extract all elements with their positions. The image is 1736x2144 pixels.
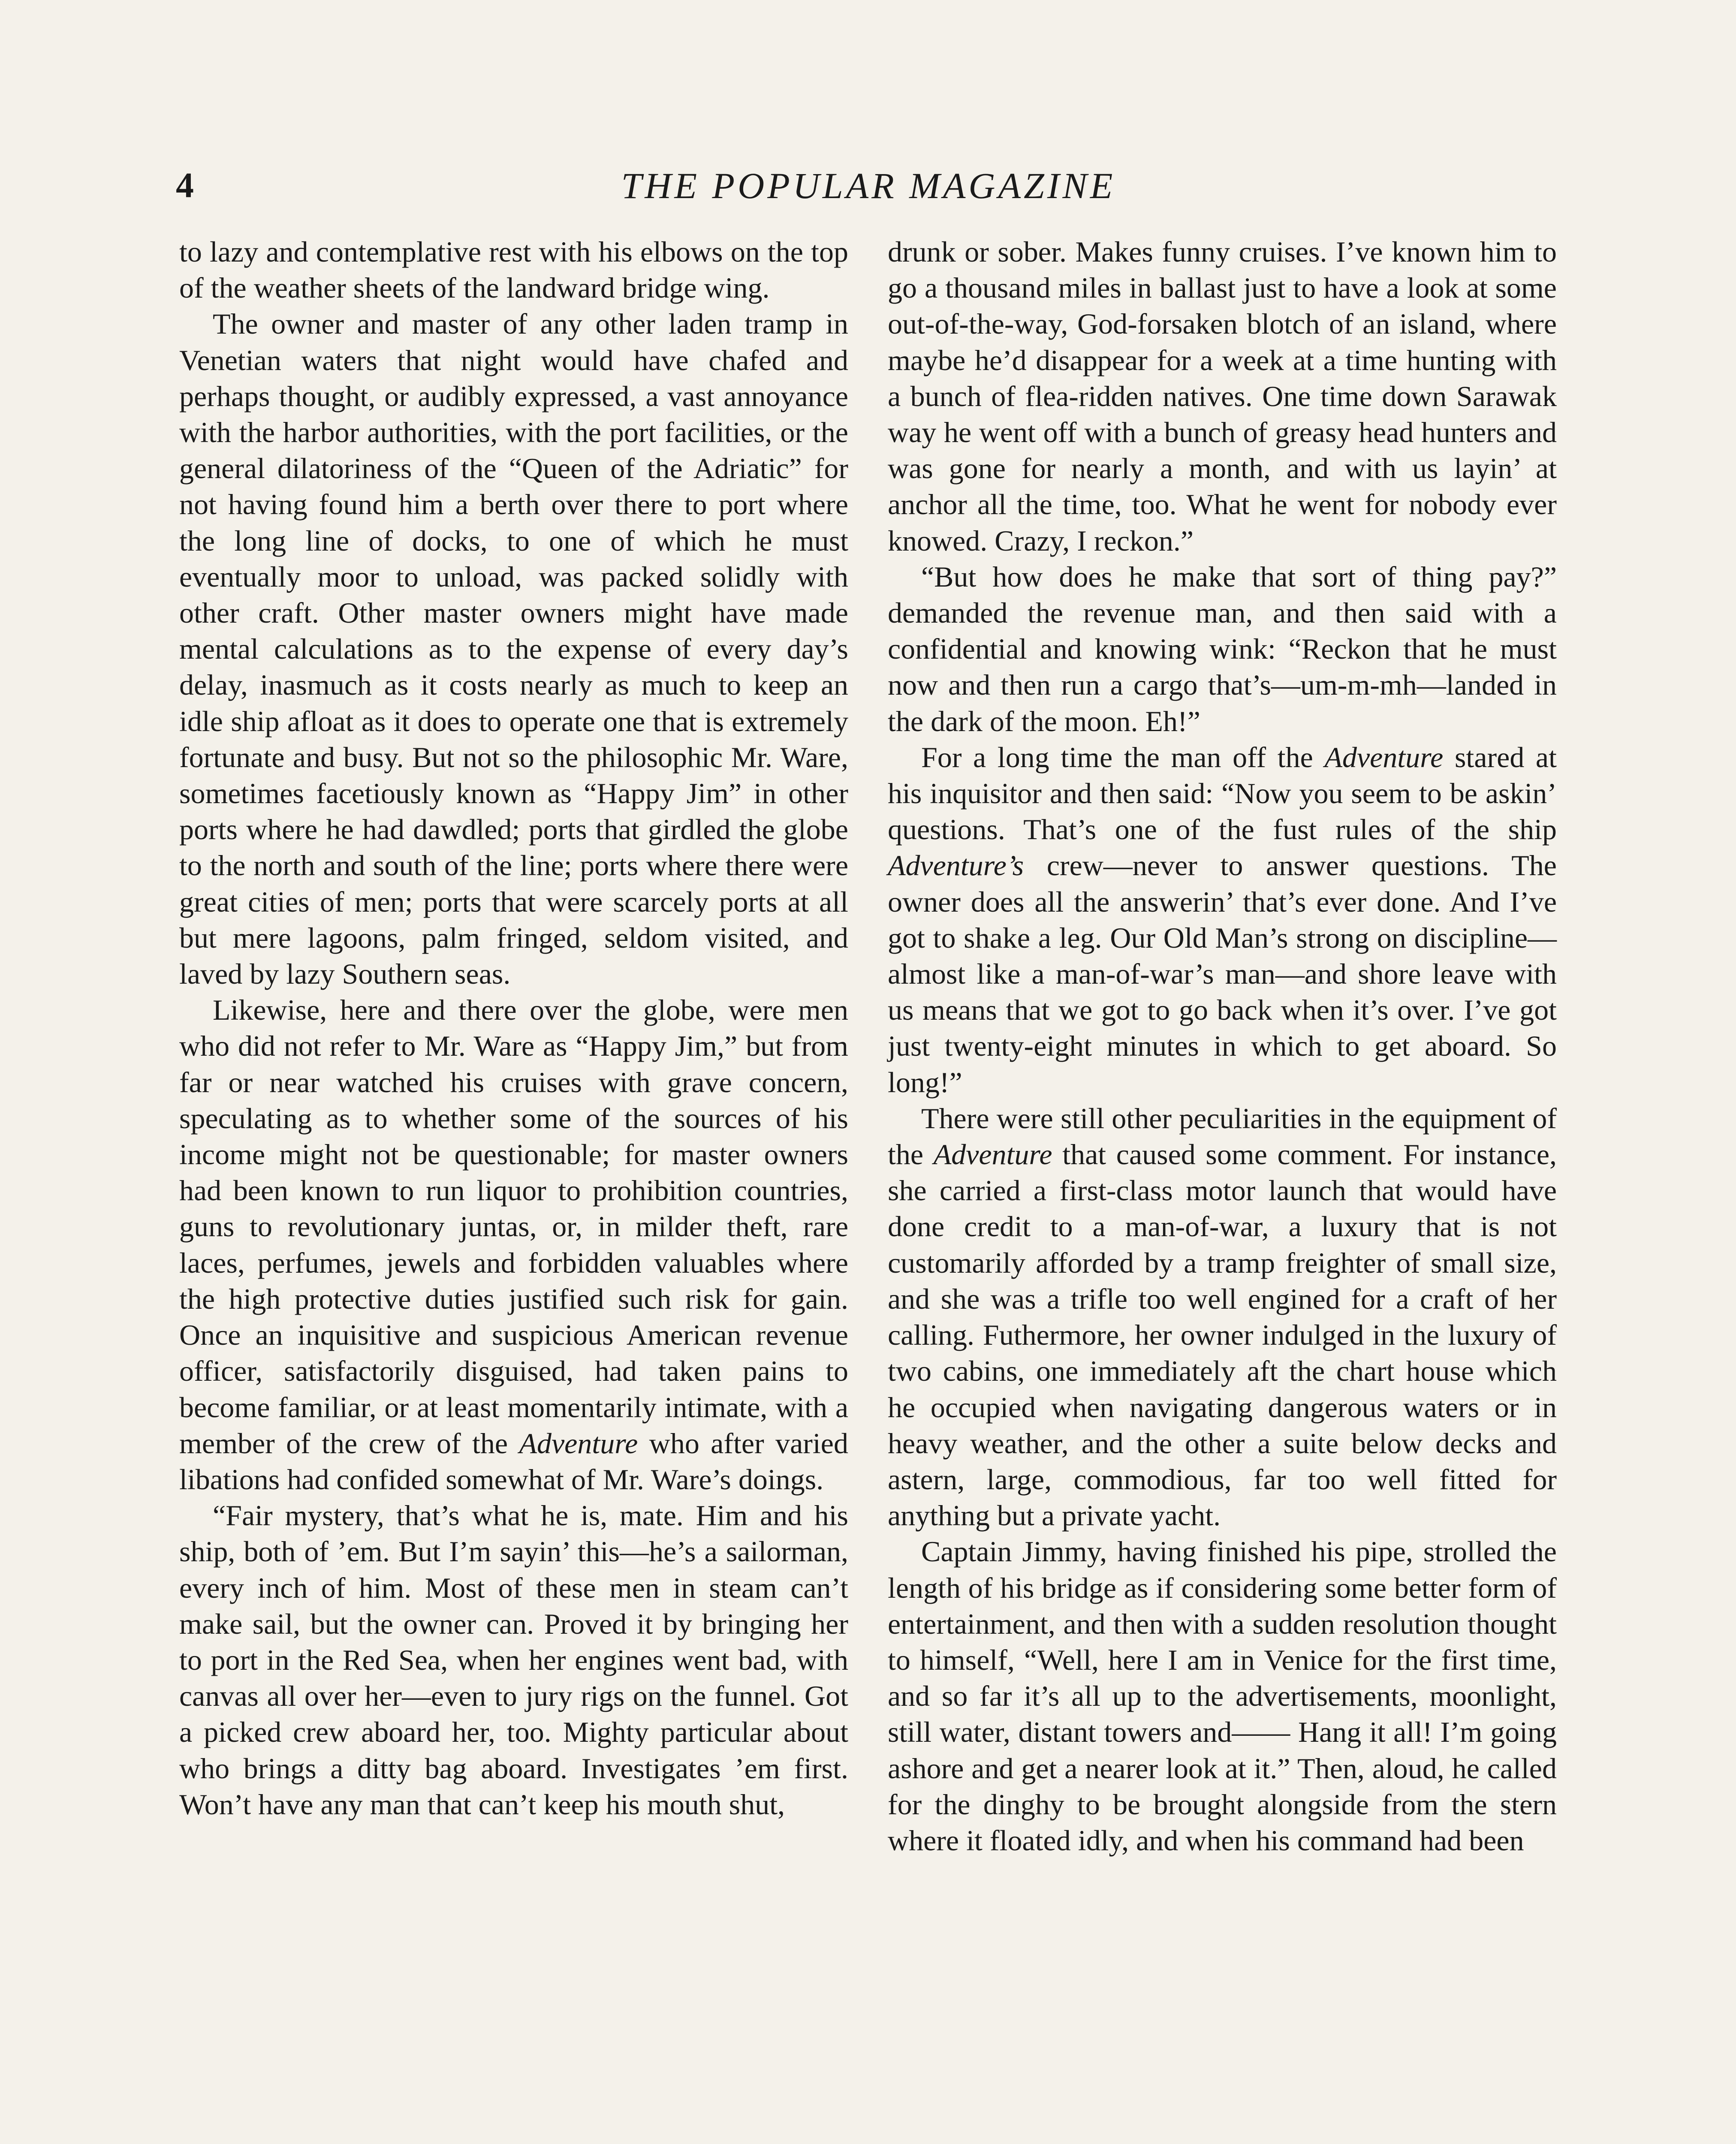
paragraph: Captain Jimmy, having finished his pipe, strolled the length of his bridge as if considering some better form of entertainment, and then with a sudden resolution thought to himself, “Well, here I am in Venice for the first time, and so far it’s all up to the advertisements, moonlight, still water, distant towers and—— Hang it all! I’m going ashore and get a nearer look at it.” Then, aloud, he called for the dinghy to be brought alongside from the stern where it floated idly, and when his command had been [888, 1535, 1557, 1857]
ship-name: Adventure’s [888, 849, 1024, 882]
page-number: 4 [176, 166, 194, 205]
paragraph [888, 739, 1557, 1100]
paragraph: The owner and master of any other laden tramp in Venetian waters that night would have chafed and perhaps thought, or audibly expressed, a vast annoyance with the harbor authorities, with the port facilities, or the general dilatoriness of the “Queen of the Adriatic” for not having found him a berth over there to port where the long line of docks, to one of which he must eventually moor to unload, was packed solidly with other craft. Other master owners might have made mental calculations as to the expense of every day’s delay, inasmuch as it costs nearly as much to keep an idle ship afloat as it does to operate one that is extremely fortunate and busy. But not so the philosophic Mr. Ware, sometimes facetiously known as “Happy Jim” in other ports where he had dawdled; ports that girdled the globe to the north and south of the line; ports where there were great cities of men; ports that were scarcely ports at all but mere lagoons, palm fringed, seldom visited, and laved by lazy Southern seas. [179, 307, 848, 991]
paragraph: to lazy and contemplative rest with his elbows on the top of the weather sheets of the landward bridge wing. [179, 235, 848, 304]
left-column [179, 234, 848, 1822]
text-run: Likewise, here and there over the globe, were men who did not refer to Mr. Ware as “Happy Jim,” but from far or near watched his cruises with grave concern, speculating as to whether some of the sources of his income might not be questionable; for master owners had been known to run liquor to prohibition countries, guns to revolutionary juntas, or, in milder theft, rare laces, perfumes, jewels and forbidden valuables where the high protective duties justified such risk for gain. Once an inquisitive and suspicious American revenue officer, satisfactorily disguised, had taken pains to become familiar, or at least momentarily intimate, with a member of the crew of the [179, 994, 848, 1460]
paragraph [888, 1100, 1557, 1533]
page-header [176, 162, 1561, 209]
text-run: that caused some comment. For instance, she carried a first-class motor launch that would have done credit to a man-of-war, a luxury that is not customarily afforded by a tramp freighter of small size, and she was a trifle too well engined for a craft of her calling. Futhermore, her owner indulged in the luxury of two cabins, one immediately aft the chart house which he occupied when navigating dangerous waters or in heavy weather, and the other a suite below decks and astern, large, commodious, far too well fitted for anything but a private yacht. [888, 1138, 1557, 1532]
ship-name: Adventure [1324, 741, 1444, 774]
right-column [888, 234, 1557, 1858]
text-run: For a long time the man off the [921, 741, 1325, 774]
text-run: There were still other peculiarities in the equipment of the [888, 1102, 1557, 1171]
paragraph: “Fair mystery, that’s what he is, mate. Him and his ship, both of ’em. But I’m sayin’ this—he’s a sailorman, every inch of him. Most of these men in steam can’t make sail, but the owner can. Proved it by bringing her to port in the Red Sea, when her engines went bad, with canvas all over her—even to jury rigs on the funnel. Got a picked crew aboard her, too. Mighty particular about who brings a ditty bag aboard. Investigates ’em first. Won’t have any man that can’t keep his mouth shut, [179, 1499, 848, 1821]
text-run: stared at his inquisitor and then said: “Now you seem to be askin’ questions. That’s one of the fust rules of the ship [888, 741, 1557, 846]
text-run: who after varied libations had confided somewhat of Mr. Ware’s doings. [179, 1427, 848, 1496]
paragraph: “But how does he make that sort of thing pay?” demanded the revenue man, and then said with a confidential and knowing wink: “Reckon that he must now and then run a cargo that’s—um-m-mh—landed in the dark of the moon. Eh!” [888, 560, 1557, 738]
running-title: THE POPULAR MAGAZINE [621, 165, 1116, 206]
text-run: crew—never to answer questions. The owner does all the answerin’ that’s ever done. And I’ve got to shake a leg. Our Old Man’s strong on discipline—almost like a man-of-war’s man—and shore leave with us means that we got to go back when it’s over. I’ve got just twenty-eight minutes in which to get aboard. So long!” [888, 849, 1557, 1099]
paragraph: drunk or sober. Makes funny cruises. I’ve known him to go a thousand miles in ballast just to have a look at some out-of-the-way, God-forsaken blotch of an island, where maybe he’d disappear for a week at a time hunting with a bunch of flea-ridden natives. One time down Sarawak way he went off with a bunch of greasy head hunters and was gone for nearly a month, and with us layin’ at anchor all the time, too. What he went for nobody ever knowed. Crazy, I reckon.” [888, 235, 1557, 557]
paragraph [179, 992, 848, 1497]
ship-name: Adventure [933, 1138, 1052, 1171]
ship-name: Adventure [519, 1427, 638, 1460]
